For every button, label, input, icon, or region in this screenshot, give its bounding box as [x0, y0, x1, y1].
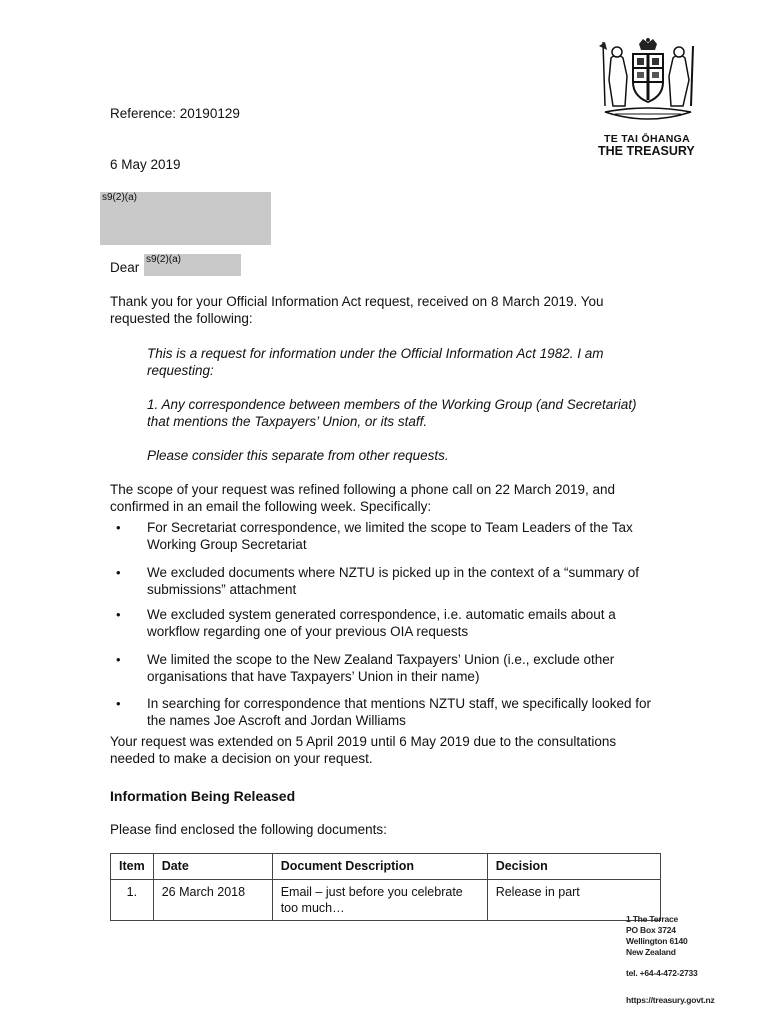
address-line: 1 The Terrace	[626, 914, 679, 924]
bullet-marker: •	[116, 652, 121, 667]
column-header: Document Description	[272, 854, 487, 880]
request-quote-2: 1. Any correspondence between members of the Working Group (and Secretariat) that mentions the Taxpayers’ Union, or its staff.	[147, 397, 637, 429]
bullet-marker: •	[116, 696, 121, 711]
scope-paragraph: The scope of your request was refined following a phone call on 22 March 2019, and confirmed in an email the following week. Specifically:	[110, 482, 616, 514]
enclosed-paragraph: Please find enclosed the following documents:	[110, 822, 387, 837]
request-quote-3: Please consider this separate from other requests.	[147, 448, 449, 463]
salutation: Dear	[110, 260, 140, 275]
table-cell: Release in part	[487, 880, 660, 921]
telephone: tel. +64-4-472-2733	[626, 968, 698, 978]
org-name-maori: TE TAI ŌHANGA	[604, 133, 690, 145]
org-name-english: THE TREASURY	[598, 144, 695, 158]
documents-table	[110, 853, 661, 921]
scope-bullet: In searching for correspondence that mentions NZTU staff, we specifically looked for the names Joe Ascroft and Jordan Williams	[147, 696, 651, 728]
column-header: Decision	[487, 854, 660, 880]
scope-bullet: We limited the scope to the New Zealand Taxpayers’ Union (i.e., exclude other organisations that have Taxpayers’ Union in their name)	[147, 652, 615, 684]
letter-date: 6 May 2019	[110, 157, 181, 172]
intro-paragraph: Thank you for your Official Information Act request, received on 8 March 2019. You requested the following:	[110, 294, 604, 326]
redaction-label: s9(2)(a)	[102, 192, 138, 203]
table-cell: 26 March 2018	[153, 880, 272, 921]
table-header-row	[111, 854, 661, 880]
bullet-marker: •	[116, 607, 121, 622]
column-header: Item	[111, 854, 154, 880]
reference-line: Reference: 20190129	[110, 106, 240, 121]
website: https://treasury.govt.nz	[626, 995, 715, 1005]
scope-bullet: For Secretariat correspondence, we limited the scope to Team Leaders of the Tax Working Group Secretariat	[147, 520, 633, 552]
redaction-label: s9(2)(a)	[146, 254, 182, 265]
table-row	[111, 880, 661, 921]
column-header: Date	[153, 854, 272, 880]
bullet-marker: •	[116, 520, 121, 535]
redacted-name	[144, 254, 241, 276]
redacted-address	[100, 192, 271, 245]
section-heading: Information Being Released	[110, 788, 296, 804]
address-line: Wellington 6140	[626, 936, 688, 946]
extension-paragraph: Your request was extended on 5 April 2019 until 6 May 2019 due to the consultations needed to make a decision on your request.	[110, 734, 617, 766]
request-quote-1: This is a request for information under the Official Information Act 1982. I am requesting:	[147, 346, 604, 378]
address-line: New Zealand	[626, 947, 676, 957]
address-line: PO Box 3724	[626, 925, 676, 935]
table-cell: Email – just before you celebrate too much…	[272, 880, 487, 921]
bullet-marker: •	[116, 565, 121, 580]
table-cell: 1.	[111, 880, 154, 921]
scope-bullet: We excluded documents where NZTU is picked up in the context of a “summary of submissions” attachment	[147, 565, 639, 597]
scope-bullet: We excluded system generated correspondence, i.e. automatic emails about a workflow regarding one of your previous OIA requests	[147, 607, 616, 639]
